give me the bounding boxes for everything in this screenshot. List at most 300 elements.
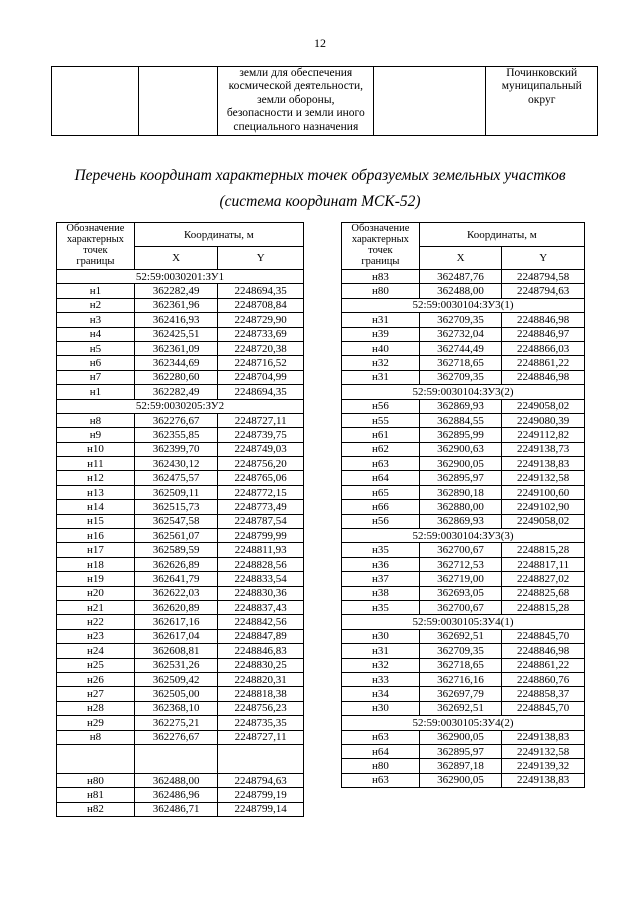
coordinate-row [57, 442, 304, 456]
x-coordinate-cell: 362486,71 [134, 802, 218, 816]
coordinate-row [342, 773, 585, 787]
point-name-cell: н37 [342, 572, 420, 586]
x-coordinate-cell: 362275,21 [134, 716, 218, 730]
point-name-cell: н63 [342, 773, 420, 787]
point-name-cell: н34 [342, 687, 420, 701]
header-name-line: границы [361, 256, 400, 267]
x-coordinate-cell: 362547,58 [134, 514, 218, 528]
x-coordinate-cell: 362361,96 [134, 298, 218, 312]
point-name-cell: н7 [57, 370, 135, 384]
y-coordinate-cell: 2248733,69 [218, 327, 304, 341]
y-coordinate-cell: 2248772,15 [218, 485, 304, 499]
point-name-cell: н16 [57, 529, 135, 543]
coordinate-row [342, 428, 585, 442]
point-name-cell: н33 [342, 672, 420, 686]
parcel-cadastral-number: 52:59:0030205:ЗУ2 [57, 399, 304, 413]
coordinate-row [57, 529, 304, 543]
x-coordinate-cell: 362475,57 [134, 471, 218, 485]
parcel-group-row [342, 716, 585, 730]
x-coordinate-cell: 362282,49 [134, 385, 218, 399]
coordinate-row [57, 600, 304, 614]
coordinate-row [57, 615, 304, 629]
y-coordinate-cell: 2248858,37 [502, 687, 585, 701]
point-name-cell: н36 [342, 557, 420, 571]
header-x: X [419, 247, 502, 270]
coordinate-row [342, 413, 585, 427]
y-coordinate-cell: 2248735,35 [218, 716, 304, 730]
x-coordinate-cell: 362355,85 [134, 428, 218, 442]
y-coordinate-cell: 2249100,60 [502, 485, 585, 499]
y-coordinate-cell: 2248861,22 [502, 356, 585, 370]
x-coordinate-cell: 362276,67 [134, 413, 218, 427]
y-coordinate-cell: 2248694,35 [218, 385, 304, 399]
x-coordinate-cell: 362509,42 [134, 672, 218, 686]
header-point-name [57, 223, 135, 270]
parcel-group-row [342, 385, 585, 399]
point-name-cell: н63 [342, 457, 420, 471]
y-coordinate-cell: 2248846,83 [218, 644, 304, 658]
header-y: Y [218, 247, 304, 270]
point-name-cell: н6 [57, 356, 135, 370]
x-coordinate-cell: 362486,96 [134, 788, 218, 802]
y-coordinate-cell: 2248765,06 [218, 471, 304, 485]
coordinate-row [57, 370, 304, 384]
district-line: Починковский [506, 67, 578, 79]
y-coordinate-cell: 2249132,58 [502, 471, 585, 485]
point-name-cell: н82 [57, 802, 135, 816]
coordinate-row [57, 572, 304, 586]
x-coordinate-cell: 362282,49 [134, 284, 218, 298]
x-coordinate-cell: 362561,07 [134, 529, 218, 543]
point-name-cell: н21 [57, 600, 135, 614]
coordinate-row [57, 744, 304, 773]
empty-cell [374, 67, 486, 136]
coordinate-row [342, 457, 585, 471]
coordinate-row [342, 658, 585, 672]
point-name-cell: н23 [57, 629, 135, 643]
y-coordinate-cell: 2248794,63 [218, 773, 304, 787]
land-category-line: специального назначения [233, 120, 359, 133]
x-coordinate-cell: 362693,05 [419, 586, 502, 600]
y-coordinate-cell: 2248846,98 [502, 644, 585, 658]
coordinate-row [57, 327, 304, 341]
point-name-cell: н29 [57, 716, 135, 730]
point-name-cell: н81 [57, 788, 135, 802]
coordinate-row [57, 471, 304, 485]
coordinate-row [342, 370, 585, 384]
x-coordinate-cell: 362895,97 [419, 744, 502, 758]
y-coordinate-cell: 2248727,11 [218, 413, 304, 427]
coordinate-row [57, 313, 304, 327]
point-name-cell: н1 [57, 284, 135, 298]
coordinate-row [342, 701, 585, 715]
x-coordinate-cell: 362869,93 [419, 514, 502, 528]
x-coordinate-cell: 362884,55 [419, 413, 502, 427]
point-name-cell: н8 [57, 730, 135, 744]
x-coordinate-cell: 362697,79 [419, 687, 502, 701]
point-name-cell: н2 [57, 298, 135, 312]
x-coordinate-cell: 362488,00 [419, 284, 502, 298]
y-coordinate-cell: 2248847,89 [218, 629, 304, 643]
y-coordinate-cell: 2249058,02 [502, 399, 585, 413]
header-y: Y [502, 247, 585, 270]
header-name-line: границы [76, 256, 115, 267]
header-name-line: точек [368, 245, 393, 256]
y-coordinate-cell: 2248799,19 [218, 788, 304, 802]
parcel-cadastral-number: 52:59:0030104:ЗУ3(3) [342, 529, 585, 543]
x-coordinate-cell: 362900,05 [419, 773, 502, 787]
point-name-cell: н8 [57, 413, 135, 427]
y-coordinate-cell: 2248833,54 [218, 572, 304, 586]
y-coordinate-cell: 2248866,03 [502, 341, 585, 355]
coordinate-row [57, 457, 304, 471]
parcel-group-row [342, 615, 585, 629]
point-name-cell: н5 [57, 341, 135, 355]
coordinate-row [57, 716, 304, 730]
header-coordinates: Координаты, м [134, 223, 303, 247]
x-coordinate-cell: 362712,53 [419, 557, 502, 571]
y-coordinate-cell: 2248827,02 [502, 572, 585, 586]
y-coordinate-cell: 2248830,36 [218, 586, 304, 600]
point-name-cell: н56 [342, 514, 420, 528]
coordinate-row [342, 687, 585, 701]
coordinate-row [57, 428, 304, 442]
x-coordinate-cell: 362344,69 [134, 356, 218, 370]
land-category-line: космической деятельности, [228, 80, 363, 93]
title-line-1: Перечень координат характерных точек образуемых земельных участков [74, 167, 566, 184]
point-name-cell: н24 [57, 644, 135, 658]
x-coordinate-cell: 362505,00 [134, 687, 218, 701]
point-name-cell: н64 [342, 471, 420, 485]
coordinate-row [57, 672, 304, 686]
point-name-cell: н17 [57, 543, 135, 557]
coordinate-row [57, 802, 304, 816]
y-coordinate-cell: 2249058,02 [502, 514, 585, 528]
x-coordinate-cell: 362515,73 [134, 500, 218, 514]
coordinate-row [57, 773, 304, 787]
parcel-group-row [57, 399, 304, 413]
y-coordinate-cell: 2248861,22 [502, 658, 585, 672]
y-coordinate-cell: 2248828,56 [218, 557, 304, 571]
coordinate-row [57, 284, 304, 298]
y-coordinate-cell: 2248817,11 [502, 557, 585, 571]
coordinate-row [57, 385, 304, 399]
coordinate-row [57, 413, 304, 427]
y-coordinate-cell: 2248756,23 [218, 701, 304, 715]
point-name-cell: н64 [342, 744, 420, 758]
parcel-cadastral-number: 52:59:0030104:ЗУ3(1) [342, 298, 585, 312]
x-coordinate-cell [134, 744, 218, 773]
x-coordinate-cell: 362589,59 [134, 543, 218, 557]
x-coordinate-cell: 362895,97 [419, 471, 502, 485]
coordinate-row [342, 341, 585, 355]
title-line-2: (система координат МСК-52) [219, 193, 421, 210]
x-coordinate-cell: 362900,05 [419, 730, 502, 744]
parcel-group-row [342, 529, 585, 543]
y-coordinate-cell: 2248704,99 [218, 370, 304, 384]
x-coordinate-cell: 362608,81 [134, 644, 218, 658]
x-coordinate-cell: 362718,65 [419, 356, 502, 370]
coordinate-row [342, 644, 585, 658]
point-name-cell: н1 [57, 385, 135, 399]
point-name-cell: н26 [57, 672, 135, 686]
y-coordinate-cell: 2249138,83 [502, 730, 585, 744]
x-coordinate-cell: 362425,51 [134, 327, 218, 341]
x-coordinate-cell: 362732,04 [419, 327, 502, 341]
x-coordinate-cell: 362692,51 [419, 701, 502, 715]
coordinate-row [342, 313, 585, 327]
point-name-cell: н19 [57, 572, 135, 586]
header-name-line: Обозначение [66, 223, 125, 234]
parcel-group-row [57, 270, 304, 284]
point-name-cell: н32 [342, 658, 420, 672]
x-coordinate-cell: 362620,89 [134, 600, 218, 614]
page-number: 12 [314, 36, 326, 50]
point-name-cell: н32 [342, 356, 420, 370]
point-name-cell: н4 [57, 327, 135, 341]
y-coordinate-cell: 2248845,70 [502, 701, 585, 715]
y-coordinate-cell: 2248794,63 [502, 284, 585, 298]
point-name-cell: н18 [57, 557, 135, 571]
land-category-line: земли для обеспечения [239, 67, 353, 79]
point-name-cell: н25 [57, 658, 135, 672]
point-name-cell: н20 [57, 586, 135, 600]
coordinate-row [57, 485, 304, 499]
y-coordinate-cell: 2248749,03 [218, 442, 304, 456]
y-coordinate-cell: 2248815,28 [502, 543, 585, 557]
coordinate-row [57, 514, 304, 528]
point-name-cell: н9 [57, 428, 135, 442]
coordinate-row [57, 788, 304, 802]
point-name-cell: н65 [342, 485, 420, 499]
y-coordinate-cell: 2248716,52 [218, 356, 304, 370]
y-coordinate-cell: 2248846,97 [502, 327, 585, 341]
y-coordinate-cell: 2248708,84 [218, 298, 304, 312]
x-coordinate-cell: 362718,65 [419, 658, 502, 672]
x-coordinate-cell: 362880,00 [419, 500, 502, 514]
point-name-cell: н14 [57, 500, 135, 514]
y-coordinate-cell: 2248787,54 [218, 514, 304, 528]
coordinate-row [342, 514, 585, 528]
coordinate-row [57, 543, 304, 557]
coordinate-row [342, 759, 585, 773]
point-name-cell: н30 [342, 701, 420, 715]
y-coordinate-cell: 2249138,83 [502, 457, 585, 471]
point-name-cell: н31 [342, 370, 420, 384]
x-coordinate-cell: 362709,35 [419, 313, 502, 327]
point-name-cell: н31 [342, 313, 420, 327]
y-coordinate-cell: 2248820,31 [218, 672, 304, 686]
y-coordinate-cell: 2248799,99 [218, 529, 304, 543]
x-coordinate-cell: 362280,60 [134, 370, 218, 384]
x-coordinate-cell: 362617,16 [134, 615, 218, 629]
x-coordinate-cell: 362641,79 [134, 572, 218, 586]
parcel-cadastral-number: 52:59:0030104:ЗУ3(2) [342, 385, 585, 399]
x-coordinate-cell: 362509,11 [134, 485, 218, 499]
y-coordinate-cell: 2248773,49 [218, 500, 304, 514]
x-coordinate-cell: 362900,63 [419, 442, 502, 456]
coordinates-table-right [341, 222, 585, 788]
coordinate-row [57, 644, 304, 658]
x-coordinate-cell: 362399,70 [134, 442, 218, 456]
coordinate-row [342, 586, 585, 600]
coordinate-row [342, 557, 585, 571]
land-category-line: земли обороны, [257, 93, 335, 106]
coordinate-row [342, 744, 585, 758]
coordinate-row [342, 672, 585, 686]
y-coordinate-cell: 2249139,32 [502, 759, 585, 773]
coordinate-row [342, 500, 585, 514]
x-coordinate-cell: 362488,00 [134, 773, 218, 787]
y-coordinate-cell: 2249132,58 [502, 744, 585, 758]
point-name-cell: н11 [57, 457, 135, 471]
point-name-cell: н10 [57, 442, 135, 456]
header-name-line: точек [83, 245, 108, 256]
x-coordinate-cell: 362430,12 [134, 457, 218, 471]
point-name-cell: н63 [342, 730, 420, 744]
coordinate-row [342, 356, 585, 370]
coordinate-row [57, 356, 304, 370]
x-coordinate-cell: 362622,03 [134, 586, 218, 600]
y-coordinate-cell: 2248818,38 [218, 687, 304, 701]
x-coordinate-cell: 362368,10 [134, 701, 218, 715]
empty-cell [52, 67, 139, 136]
y-coordinate-cell: 2248837,43 [218, 600, 304, 614]
x-coordinate-cell: 362531,26 [134, 658, 218, 672]
x-coordinate-cell: 362900,05 [419, 457, 502, 471]
x-coordinate-cell: 362416,93 [134, 313, 218, 327]
header-name-line: характерных [351, 234, 409, 245]
x-coordinate-cell: 362869,93 [419, 399, 502, 413]
y-coordinate-cell: 2248860,76 [502, 672, 585, 686]
point-name-cell: н61 [342, 428, 420, 442]
coordinate-row [342, 471, 585, 485]
point-name-cell: н3 [57, 313, 135, 327]
y-coordinate-cell: 2248830,25 [218, 658, 304, 672]
x-coordinate-cell: 362487,76 [419, 270, 502, 284]
x-coordinate-cell: 362897,18 [419, 759, 502, 773]
point-name-cell [57, 744, 135, 773]
coordinate-row [57, 557, 304, 571]
x-coordinate-cell: 362692,51 [419, 629, 502, 643]
parcel-group-row [342, 298, 585, 312]
x-coordinate-cell: 362626,89 [134, 557, 218, 571]
point-name-cell: н66 [342, 500, 420, 514]
continuation-table [51, 66, 598, 136]
point-name-cell: н80 [342, 759, 420, 773]
coordinate-row [57, 730, 304, 744]
header-x: X [134, 247, 218, 270]
coordinate-row [342, 572, 585, 586]
y-coordinate-cell: 2248694,35 [218, 284, 304, 298]
point-name-cell: н30 [342, 629, 420, 643]
x-coordinate-cell: 362276,67 [134, 730, 218, 744]
coordinate-row [342, 600, 585, 614]
y-coordinate-cell: 2248846,98 [502, 370, 585, 384]
x-coordinate-cell: 362890,18 [419, 485, 502, 499]
y-coordinate-cell: 2249138,83 [502, 773, 585, 787]
x-coordinate-cell: 362617,04 [134, 629, 218, 643]
coordinate-row [342, 543, 585, 557]
coordinate-row [57, 658, 304, 672]
header-coordinates: Координаты, м [419, 223, 584, 247]
y-coordinate-cell: 2248825,68 [502, 586, 585, 600]
point-name-cell: н55 [342, 413, 420, 427]
y-coordinate-cell: 2248842,56 [218, 615, 304, 629]
header-name-line: характерных [66, 234, 124, 245]
district-cell [486, 67, 598, 136]
coordinate-row [57, 586, 304, 600]
x-coordinate-cell: 362700,67 [419, 600, 502, 614]
coordinate-row [57, 341, 304, 355]
x-coordinate-cell: 362719,00 [419, 572, 502, 586]
land-category-line: безопасности и земли иного [226, 107, 365, 120]
y-coordinate-cell: 2248756,20 [218, 457, 304, 471]
point-name-cell: н12 [57, 471, 135, 485]
x-coordinate-cell: 362361,09 [134, 341, 218, 355]
x-coordinate-cell: 362700,67 [419, 543, 502, 557]
y-coordinate-cell: 2248815,28 [502, 600, 585, 614]
parcel-cadastral-number: 52:59:0030105:ЗУ4(2) [342, 716, 585, 730]
coordinates-table-left [56, 222, 304, 817]
coordinate-row [342, 730, 585, 744]
empty-cell [138, 67, 218, 136]
coordinate-row [342, 270, 585, 284]
point-name-cell: н40 [342, 341, 420, 355]
point-name-cell: н80 [57, 773, 135, 787]
point-name-cell: н35 [342, 600, 420, 614]
y-coordinate-cell: 2248720,38 [218, 341, 304, 355]
point-name-cell: н80 [342, 284, 420, 298]
land-category-cell [218, 67, 374, 136]
point-name-cell: н31 [342, 644, 420, 658]
point-name-cell: н62 [342, 442, 420, 456]
x-coordinate-cell: 362744,49 [419, 341, 502, 355]
y-coordinate-cell: 2248727,11 [218, 730, 304, 744]
point-name-cell: н15 [57, 514, 135, 528]
coordinate-row [57, 298, 304, 312]
point-name-cell: н35 [342, 543, 420, 557]
y-coordinate-cell: 2248729,90 [218, 313, 304, 327]
coordinate-row [342, 284, 585, 298]
point-name-cell: н27 [57, 687, 135, 701]
coordinate-row [342, 399, 585, 413]
parcel-cadastral-number: 52:59:0030201:ЗУ1 [57, 270, 304, 284]
header-name-line: Обозначение [351, 223, 410, 234]
coordinate-row [342, 629, 585, 643]
point-name-cell: н39 [342, 327, 420, 341]
x-coordinate-cell: 362709,35 [419, 644, 502, 658]
point-name-cell: н83 [342, 270, 420, 284]
y-coordinate-cell: 2249112,82 [502, 428, 585, 442]
district-line: муниципальный [501, 80, 582, 93]
y-coordinate-cell: 2249102,90 [502, 500, 585, 514]
y-coordinate-cell: 2248811,93 [218, 543, 304, 557]
coordinate-row [342, 442, 585, 456]
y-coordinate-cell: 2248845,70 [502, 629, 585, 643]
district-line: округ [528, 93, 556, 106]
coordinate-row [57, 687, 304, 701]
point-name-cell: н28 [57, 701, 135, 715]
point-name-cell: н22 [57, 615, 135, 629]
x-coordinate-cell: 362716,16 [419, 672, 502, 686]
parcel-cadastral-number: 52:59:0030105:ЗУ4(1) [342, 615, 585, 629]
point-name-cell: н38 [342, 586, 420, 600]
y-coordinate-cell [218, 744, 304, 773]
coordinate-row [57, 500, 304, 514]
y-coordinate-cell: 2249080,39 [502, 413, 585, 427]
y-coordinate-cell: 2249138,73 [502, 442, 585, 456]
